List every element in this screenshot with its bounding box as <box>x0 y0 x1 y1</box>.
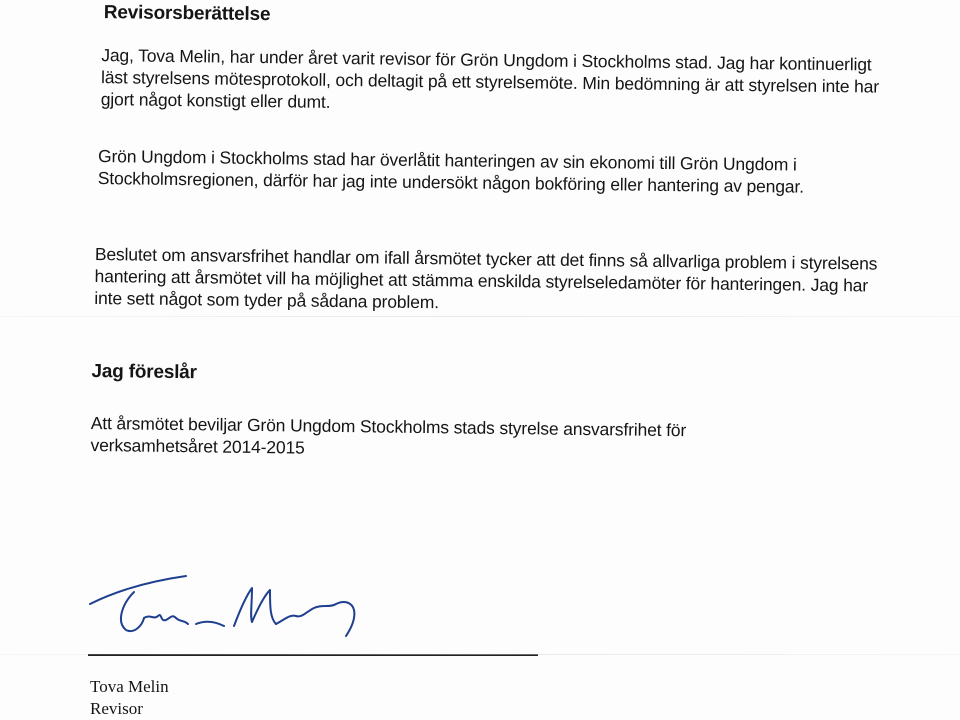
document-body <box>90 0 896 458</box>
paragraph-audit-scope: Jag, Tova Melin, har under året varit revisor för Grön Ungdom i Stockholms stad. Jag har kontinuerligt läst styrelsens mötesprotokoll, och deltagit på ett styrelsemöte. Min bedömning är att styrelsen inte har gjort något konstigt eller dumt. <box>100 45 880 112</box>
proposal-heading: Jag föreslår <box>91 360 197 384</box>
document-title: Revisorsberättelse <box>103 2 271 26</box>
paragraph-discharge: Beslutet om ansvarsfrihet handlar om ifall årsmötet tycker att det finns så allvarliga problem i styrelsens hantering att årsmötet vill ha möjlighet att stämma enskilda styrelseledamöter för hanteringen. Jag har inte sett något som tyder på sådana problem. <box>94 244 878 313</box>
signer-role: Revisor <box>90 699 143 718</box>
proposal-text: Att årsmötet beviljar Grön Ungdom Stockholms stads styrelse ansvarsfrihet för verksamhetsåret 2014-2015 <box>90 412 687 458</box>
signer-name: Tova Melin <box>90 677 169 696</box>
scan-fold-line <box>0 654 960 655</box>
handwritten-signature <box>84 570 384 650</box>
paragraph-economy: Grön Ungdom i Stockholms stad har överlåtit hanteringen av sin ekonomi till Grön Ungdom i Stockholmsregionen, därför har jag inte undersökt någon bokföring eller hantering av pengar. <box>97 146 805 197</box>
